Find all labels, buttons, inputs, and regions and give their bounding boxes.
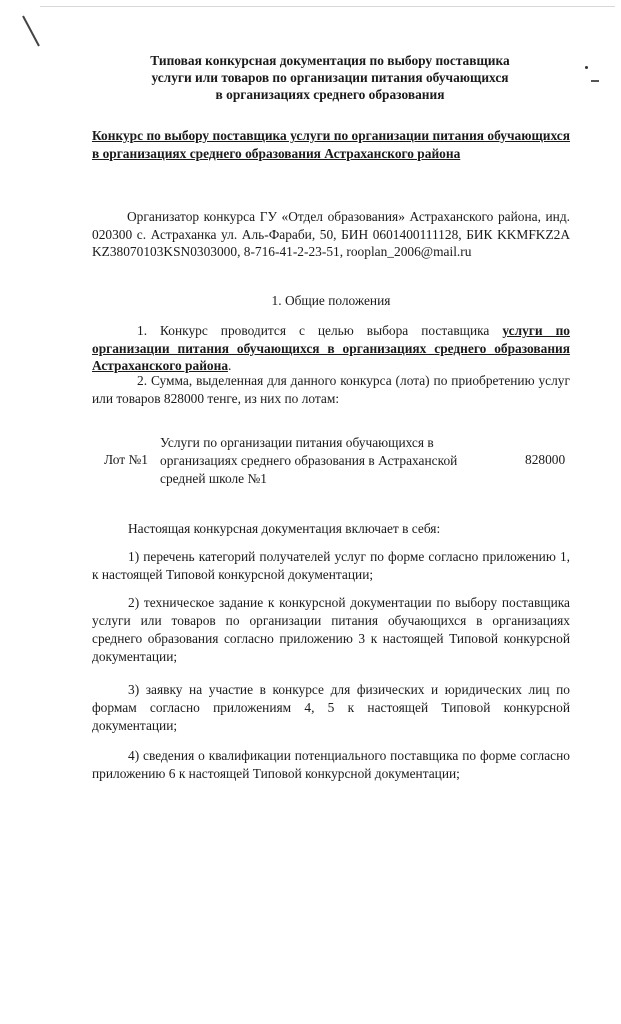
document-title [100,52,560,103]
scan-speck [591,80,599,82]
general-item-2: 2. Сумма, выделенная для данного конкурса (лота) по приобретению услуг или товаров 828000 тенге, из них по лотам: [92,373,570,406]
title-line-3: в организациях среднего образования [215,87,445,102]
list-item: 2) техническое задание к конкурсной документации по выбору поставщика услуги или товаров по организации питания обучающихся в организациях среднего образования согласно приложению 3 к настоящей Типовой конкурсной документации; [92,595,570,664]
title-line-2: услуги или товаров по организации питания обучающихся [151,70,509,85]
item1-prefix: 1. Конкурс проводится с целью выбора поставщика [137,323,503,338]
organizer-details: Организатор конкурса ГУ «Отдел образования» Астраханского района, инд. 020300 с. Астраханка ул. Аль-Фараби, 50, БИН 0601400111128, БИК KKMFKZ2A KZ38070103KSN0303000, 8-716-41-2-23-51, rooplan_2006@mail.ru [92,209,570,259]
list-item: 1) перечень категорий получателей услуг по форме согласно приложению 1, к настоящей Типовой конкурсной документации; [92,549,570,582]
pen-mark [22,16,40,47]
list-item: 3) заявку на участие в конкурсе для физических и юридических лиц по формам согласно приложениям 4, 5 к настоящей Типовой конкурсной документации; [92,682,570,733]
lot-description: Услуги по организации питания обучающихся в организациях среднего образования в Астраханской средней школе №1 [160,435,458,486]
title-line-1: Типовая конкурсная документация по выбору поставщика [150,53,510,68]
lot-label: Лот №1 [104,452,148,467]
section-heading: 1. Общие положения [271,293,391,308]
scan-edge-line [40,6,615,7]
scan-speck [585,66,588,69]
list-item: 4) сведения о квалификации потенциального поставщика по форме согласно приложению 6 к настоящей Типовой конкурсной документации; [92,748,570,781]
item1-suffix: . [228,358,232,373]
contest-subtitle: Конкурс по выбору поставщика услуги по организации питания обучающихся в организациях среднего образования Астраханского района [92,128,570,161]
item1-underlined: услуги по организации питания обучающихся в организациях среднего образования Астраханского района [92,323,570,373]
general-item-1 [92,322,570,375]
includes-intro: Настоящая конкурсная документация включает в себя: [128,521,441,536]
lot-amount: 828000 [525,452,566,467]
